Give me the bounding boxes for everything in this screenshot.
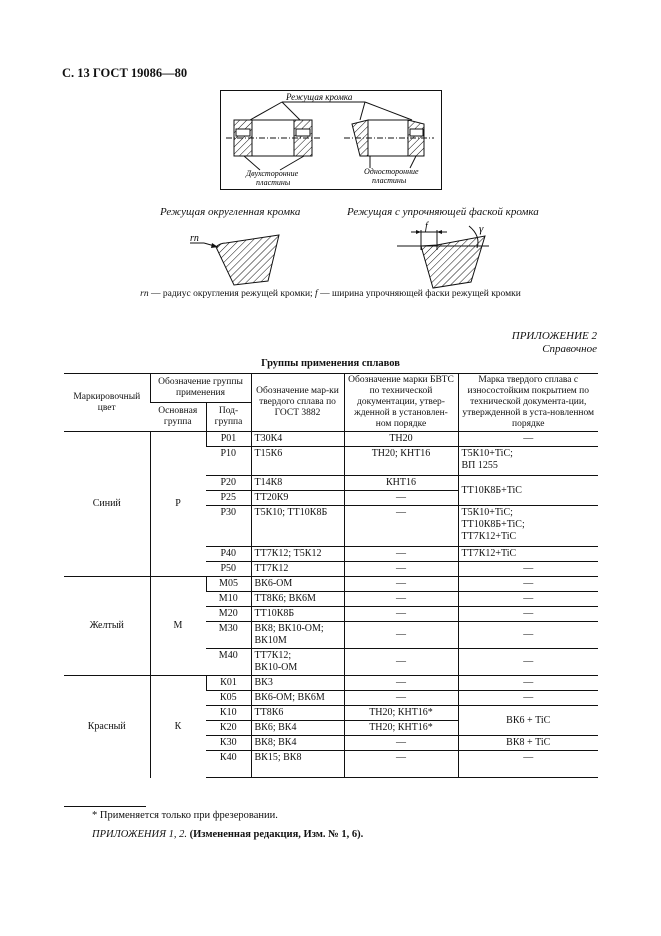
- table-row: [64, 676, 598, 691]
- cutting-edge-label: Режущая кромка: [286, 92, 353, 102]
- double-sided-label-2: пластины: [256, 178, 291, 187]
- cell-grade: ТТ8К6: [251, 706, 344, 721]
- single-sided-label-2: пластины: [372, 176, 407, 185]
- cell-grade: Т5К10; ТТ10К8Б: [251, 506, 344, 547]
- cell-coated: —: [458, 691, 598, 706]
- group-color: Желтый: [64, 577, 150, 676]
- f-description: — ширина упрочняющей фаски режущей кромки: [317, 289, 521, 299]
- cell-grade: ВК6-ОМ; ВК6М: [251, 691, 344, 706]
- rn-label: rn: [190, 233, 199, 244]
- cell-subgroup: К01: [206, 676, 251, 691]
- header-subgroup: Под-группа: [206, 403, 251, 432]
- cell-grade: ТТ8К6; ВК6М: [251, 592, 344, 607]
- amendment-edition: (Измененная редакция, Изм. № 1, 6).: [189, 829, 364, 840]
- cell-subgroup: Р50: [206, 562, 251, 577]
- cell-coated: —: [458, 562, 598, 577]
- cell-subgroup: Р20: [206, 476, 251, 491]
- group-main: Р: [150, 432, 206, 577]
- header-color: Маркировочный цвет: [64, 374, 150, 432]
- cell-coated: ВК8 + TiC: [458, 736, 598, 751]
- cell-subgroup: К30: [206, 736, 251, 751]
- single-sided-plate: [344, 120, 434, 156]
- cell-coated: Т5К10+TiC; ВП 1255: [458, 447, 598, 476]
- cell-grade: ВК15; ВК8: [251, 751, 344, 778]
- cell-subgroup: М30: [206, 622, 251, 649]
- double-sided-label-1: Двухсторонние: [246, 169, 299, 178]
- cell-bvts: —: [344, 691, 458, 706]
- cell-grade: Т30К4: [251, 432, 344, 447]
- cell-bvts: —: [344, 649, 458, 676]
- cell-coated: Т5К10+TiC; ТТ10К8Б+TiC; ТТ7К12+TiC: [458, 506, 598, 547]
- rounded-edge-figure: [182, 219, 282, 289]
- group-color: Синий: [64, 432, 150, 577]
- cell-subgroup: К10: [206, 706, 251, 721]
- appendix-subtitle: Справочное: [542, 343, 597, 355]
- alloy-groups-table: [64, 373, 598, 778]
- page-header: С. 13 ГОСТ 19086—80: [62, 66, 188, 80]
- amendment-note: [92, 829, 363, 840]
- chamfer-edge-figure: [397, 218, 497, 290]
- cell-bvts: ТН20: [344, 432, 458, 447]
- cell-bvts: —: [344, 622, 458, 649]
- footnote-divider: [64, 806, 146, 807]
- cell-bvts: —: [344, 607, 458, 622]
- rn-description: — радиус округления режущей кромки;: [148, 289, 316, 299]
- cell-bvts: —: [344, 592, 458, 607]
- f-symbol: f: [315, 289, 318, 299]
- figure-legend: [0, 289, 661, 299]
- table-row: [64, 432, 598, 447]
- cell-grade: ТТ20К9: [251, 491, 344, 506]
- single-sided-label-1: Односторонние: [364, 167, 419, 176]
- footnote: * Применяется только при фрезеровании.: [92, 810, 278, 821]
- cell-bvts: ТН20; КНТ16: [344, 447, 458, 476]
- cell-subgroup: К20: [206, 721, 251, 736]
- amendment-appendices: ПРИЛОЖЕНИЯ 1, 2.: [92, 829, 187, 840]
- cell-bvts: —: [344, 547, 458, 562]
- cell-subgroup: К05: [206, 691, 251, 706]
- table-row: [64, 577, 598, 592]
- cell-subgroup: Р30: [206, 506, 251, 547]
- cell-bvts: —: [344, 506, 458, 547]
- cell-subgroup: Р40: [206, 547, 251, 562]
- cell-grade: ВК3: [251, 676, 344, 691]
- header-coated: Марка твердого сплава с износостойким покрытием по технической документа-ции, утвержденной в уста-новленном порядке: [458, 374, 598, 432]
- cell-subgroup: М05: [206, 577, 251, 592]
- header-bvts: Обозначение марки БВТС по технической документации, утвер-жденной в установлен-ном порядке: [344, 374, 458, 432]
- header-group-designation: Обозначение группы применения: [150, 374, 251, 403]
- cell-grade: ВК8; ВК10-ОМ; ВК10М: [251, 622, 344, 649]
- header-main-group: Основная группа: [150, 403, 206, 432]
- group-color: Красный: [64, 676, 150, 778]
- cell-coated: ТТ10К8Б+TiC: [458, 476, 598, 506]
- cell-bvts: КНТ16: [344, 476, 458, 491]
- rn-symbol: rn: [140, 289, 149, 299]
- cell-bvts: ТН20; КНТ16*: [344, 721, 458, 736]
- cell-grade: ВК6-ОМ: [251, 577, 344, 592]
- cell-subgroup: М40: [206, 649, 251, 676]
- cell-bvts: —: [344, 751, 458, 778]
- cell-bvts: —: [344, 676, 458, 691]
- gamma-label: γ: [479, 223, 484, 235]
- cell-coated: —: [458, 676, 598, 691]
- group-main: К: [150, 676, 206, 778]
- cell-subgroup: К40: [206, 751, 251, 778]
- cell-coated: —: [458, 592, 598, 607]
- cell-subgroup: М20: [206, 607, 251, 622]
- cell-coated: —: [458, 607, 598, 622]
- double-sided-plate: [226, 120, 320, 156]
- cell-grade: ВК8; ВК4: [251, 736, 344, 751]
- cell-coated: —: [458, 751, 598, 778]
- cell-coated: —: [458, 622, 598, 649]
- cell-grade: ТТ7К12: [251, 562, 344, 577]
- plate-types-figure: [220, 90, 442, 190]
- cell-coated: ТТ7К12+TiC: [458, 547, 598, 562]
- cell-grade: Т15К6: [251, 447, 344, 476]
- cell-subgroup: Р10: [206, 447, 251, 476]
- rounded-edge-caption: Режущая округленная кромка: [160, 206, 301, 218]
- cell-grade: ТТ10К8Б: [251, 607, 344, 622]
- cell-bvts: —: [344, 736, 458, 751]
- cell-coated: —: [458, 577, 598, 592]
- f-label: f: [425, 221, 428, 232]
- cell-grade: Т14К8: [251, 476, 344, 491]
- cell-bvts: —: [344, 577, 458, 592]
- cell-coated: —: [458, 432, 598, 447]
- chamfer-edge-caption: Режущая с упрочняющей фаской кромка: [347, 206, 539, 218]
- cell-grade: ТТ7К12; ВК10-ОМ: [251, 649, 344, 676]
- group-main: М: [150, 577, 206, 676]
- cell-bvts: ТН20; КНТ16*: [344, 706, 458, 721]
- cell-grade: ВК6; ВК4: [251, 721, 344, 736]
- appendix-title: ПРИЛОЖЕНИЕ 2: [511, 330, 597, 342]
- cell-subgroup: М10: [206, 592, 251, 607]
- cell-bvts: —: [344, 491, 458, 506]
- table-title: Группы применения сплавов: [261, 358, 400, 369]
- cell-coated: —: [458, 649, 598, 676]
- cell-coated: ВК6 + TiC: [458, 706, 598, 736]
- cell-subgroup: Р25: [206, 491, 251, 506]
- cell-bvts: —: [344, 562, 458, 577]
- cell-grade: ТТ7К12; Т5К12: [251, 547, 344, 562]
- appendix-label: [512, 330, 597, 356]
- cell-subgroup: Р01: [206, 432, 251, 447]
- header-grade: Обозначение мар-ки твердого сплава по ГОСТ 3882: [251, 374, 344, 432]
